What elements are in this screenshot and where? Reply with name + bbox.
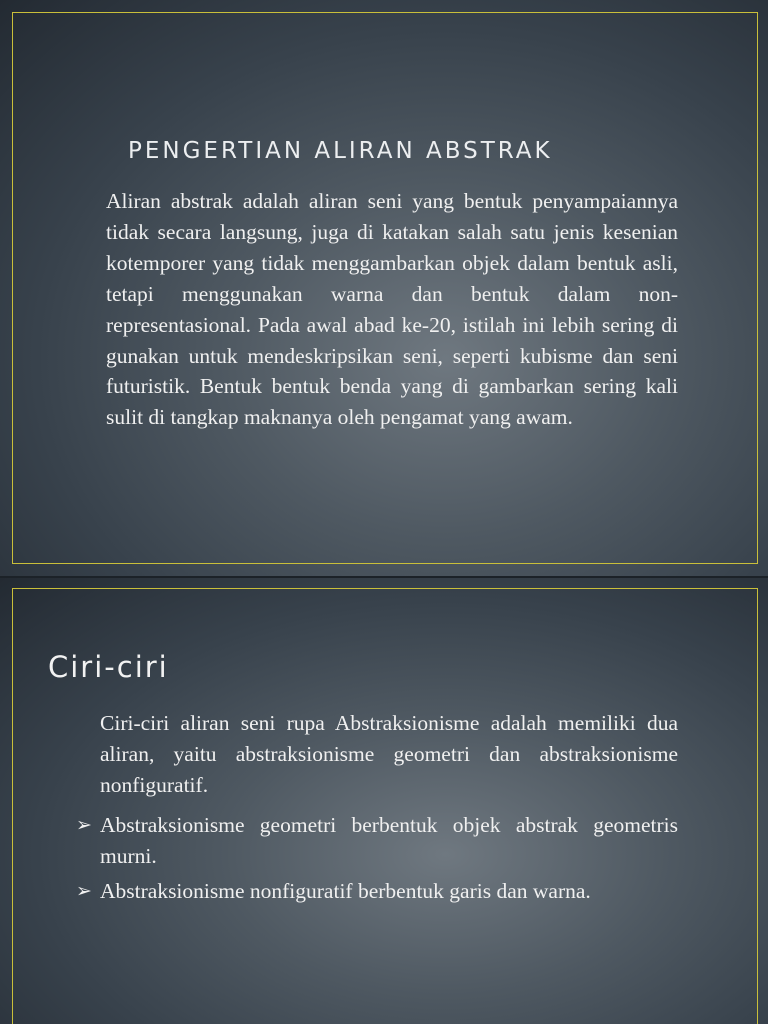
arrow-bullet-icon: ➢ <box>76 814 92 836</box>
bullet-text: Abstraksionisme geometri berbentuk objek abstrak geometris murni. <box>100 813 678 868</box>
slide-title: Ciri-ciri <box>48 650 169 684</box>
slide-body-text: Ciri-ciri aliran seni rupa Abstraksionisme adalah memiliki dua aliran, yaitu abstraksionisme geometri dan abstraksionisme nonfiguratif. <box>100 711 678 797</box>
bullet-list <box>76 810 678 911</box>
slide-body-text: Aliran abstrak adalah aliran seni yang bentuk penyampaiannya tidak secara langsung, juga di katakan salah satu jenis kesenian kotemporer yang tidak menggambarkan objek dalam bentuk asli, tetapi menggunakan warna dan bentuk dalam non-representasional. Pada awal abad ke-20, istilah ini lebih sering di gunakan untuk mendeskripsikan seni, seperti kubisme dan seni futuristik. Bentuk bentuk benda yang di gambarkan sering kali sulit di tangkap maknanya oleh pengamat yang awam. <box>106 189 678 430</box>
bullet-item <box>76 876 678 907</box>
slide-title: PENGERTIAN ALIRAN ABSTRAK <box>128 138 553 164</box>
bullet-text: Abstraksionisme nonfiguratif berbentuk garis dan warna. <box>100 879 591 903</box>
bullet-item <box>76 810 678 872</box>
arrow-bullet-icon: ➢ <box>76 880 92 902</box>
slide-2 <box>0 578 768 1024</box>
